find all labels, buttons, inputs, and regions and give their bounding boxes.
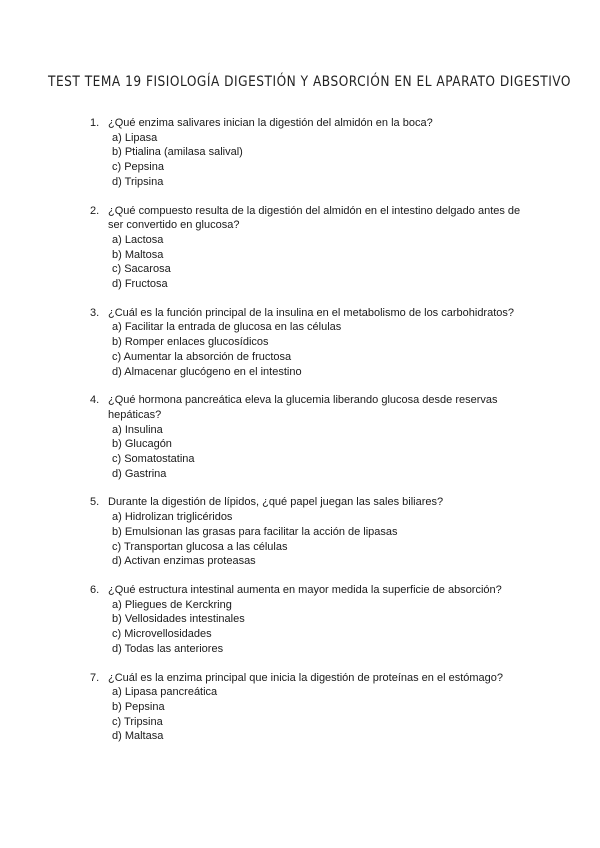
option: a) Facilitar la entrada de glucosa en las células (112, 321, 342, 334)
question-text: ¿Qué enzima salivares inician la digestión del almidón en la boca? (108, 117, 433, 129)
question-item (0, 306, 600, 380)
question-item (0, 671, 600, 745)
option: a) Lipasa pancreática (112, 686, 218, 699)
option: b) Pepsina (112, 700, 165, 713)
option-list (112, 510, 600, 569)
option: b) Ptialina (amilasa salival) (112, 146, 243, 159)
question-number: 6. (90, 583, 100, 596)
option: c) Sacarosa (112, 263, 171, 276)
question-text: ¿Qué compuesto resulta de la digestión del almidón en el intestino delgado antes de ser convertido en glucosa? (108, 204, 521, 232)
option-list (112, 233, 600, 292)
question-item (0, 116, 600, 190)
question-list (0, 116, 600, 758)
option: a) Pliegues de Kerckring (112, 598, 232, 611)
option: d) Gastrina (112, 467, 167, 480)
option: b) Glucagón (112, 438, 172, 451)
question-number: 2. (90, 204, 100, 217)
option: b) Emulsionan las grasas para facilitar la acción de lipasas (112, 525, 398, 538)
question-number: 1. (90, 117, 100, 129)
option-list (112, 131, 600, 190)
option: c) Pepsina (112, 161, 164, 174)
option: a) Hidrolizan triglicéridos (112, 511, 233, 524)
question-item (0, 393, 600, 481)
question-text: ¿Qué estructura intestinal aumenta en mayor medida la superficie de absorción? (108, 583, 502, 596)
page-title: TEST TEMA 19 FISIOLOGÍA DIGESTIÓN Y ABSORCIÓN EN EL APARATO DIGESTIVO (48, 74, 572, 90)
option: d) Tripsina (112, 175, 164, 188)
option: d) Maltasa (112, 730, 164, 743)
question-item (0, 204, 600, 292)
option-list (112, 598, 600, 657)
option: d) Almacenar glucógeno en el intestino (112, 365, 302, 378)
question-text: ¿Cuál es la enzima principal que inicia la digestión de proteínas en el estómago? (108, 671, 504, 684)
question-number: 5. (90, 496, 100, 509)
option: b) Maltosa (112, 248, 164, 261)
question-item (0, 495, 600, 569)
option: b) Romper enlaces glucosídicos (112, 336, 269, 349)
question-number: 3. (90, 306, 100, 319)
option: d) Fructosa (112, 278, 168, 291)
question-text: ¿Qué hormona pancreática eleva la glucemia liberando glucosa desde reservas hepáticas? (108, 394, 498, 421)
question-number: 7. (90, 671, 100, 684)
option: c) Somatostatina (112, 453, 195, 466)
option-list (112, 320, 600, 379)
option-list (112, 685, 600, 744)
option: d) Todas las anteriores (112, 642, 224, 655)
option: a) Insulina (112, 423, 163, 436)
option: a) Lactosa (112, 233, 164, 246)
question-text: ¿Cuál es la función principal de la insulina en el metabolismo de los carbohidratos? (108, 306, 515, 319)
option: a) Lipasa (112, 131, 158, 144)
option: c) Aumentar la absorción de fructosa (112, 350, 292, 363)
question-text: Durante la digestión de lípidos, ¿qué papel juegan las sales biliares? (108, 496, 444, 509)
option: c) Microvellosidades (112, 628, 212, 641)
question-number: 4. (90, 394, 100, 407)
option: c) Tripsina (112, 715, 163, 728)
option: c) Transportan glucosa a las células (112, 540, 288, 553)
option: d) Activan enzimas proteasas (112, 555, 256, 568)
option: b) Vellosidades intestinales (112, 613, 245, 626)
question-item (0, 583, 600, 657)
option-list (112, 423, 600, 482)
